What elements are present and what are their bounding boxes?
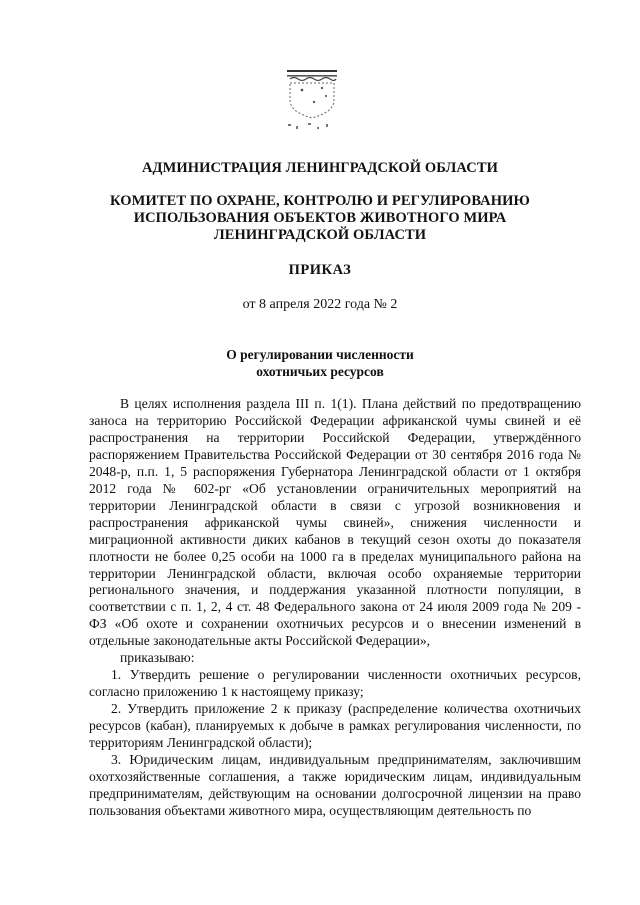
committee-title <box>0 193 640 244</box>
document-type: ПРИКАЗ <box>288 262 352 278</box>
committee-title-line: ЛЕНИНГРАДСКОЙ ОБЛАСТИ <box>213 227 427 243</box>
document-subject <box>0 346 640 380</box>
coat-of-arms-icon <box>284 66 340 138</box>
subject-line: охотничьих ресурсов <box>256 364 384 379</box>
coat-of-arms-emblem <box>284 66 340 138</box>
preamble-paragraph: В целях исполнения раздела III п. 1(1). Плана действий по предотвращению заноса на территорию Российской Федерации африканской чумы свиней и её распространения на территории Российской Федерации, утверждённого распоряжением Правительства Российской Федерации от 30 сентября 2016 года № 2048-р, п.п. 1, 5 распоряжения Губернатора Ленинградской области от 1 октября 2012 года № 602-рг «Об установлении ограничительных мероприятий на территории Ленинградской области в связи с угрозой возникновения и распространения африканской чумы свиней», снижения численности и миграционной активности диких кабанов в текущий сезон охоты до показателя плотности не более 0,25 особи на 1000 га в пределах муниципального района на территории Ленинградской области, включая особо охраняемые территории регионального значения, и поддержания указанной плотности популяции, в соответствии с п. 1, 2, 4 ст. 48 Федерального закона от 24 июля 2009 года № 209 - ФЗ «Об охоте и сохранении охотничьих ресурсов и о внесении изменений в отдельные законодательные акты Российской Федерации», <box>89 396 581 649</box>
administration-title: АДМИНИСТРАЦИЯ ЛЕНИНГРАДСКОЙ ОБЛАСТИ <box>141 160 498 176</box>
order-item: 1. Утвердить решение о регулировании численности охотничьих ресурсов, согласно приложению 1 к настоящему приказу; <box>89 667 581 700</box>
order-item: 2. Утвердить приложение 2 к приказу (распределение количества охотничьих ресурсов (кабан), планируемых к добыче в рамках регулирования численности, по территориям Ленинградской области); <box>89 701 581 751</box>
committee-title-line: ИСПОЛЬЗОВАНИЯ ОБЪЕКТОВ ЖИВОТНОГО МИРА <box>133 210 507 226</box>
document-body <box>89 396 581 820</box>
subject-line: О регулировании численности <box>226 347 414 362</box>
committee-title-line: КОМИТЕТ ПО ОХРАНЕ, КОНТРОЛЮ И РЕГУЛИРОВАНИЮ <box>110 193 530 209</box>
order-item: 3. Юридическим лицам, индивидуальным предпринимателям, заключившим охотхозяйственные соглашения, а также юридическим лицам, индивидуальным предпринимателям, действующим на основании долгосрочной лицензии на право пользования объектами животного мира, осуществляющим деятельность по <box>89 752 581 818</box>
document-date: от 8 апреля 2022 года № 2 <box>242 297 398 312</box>
order-word: приказываю: <box>120 650 195 666</box>
